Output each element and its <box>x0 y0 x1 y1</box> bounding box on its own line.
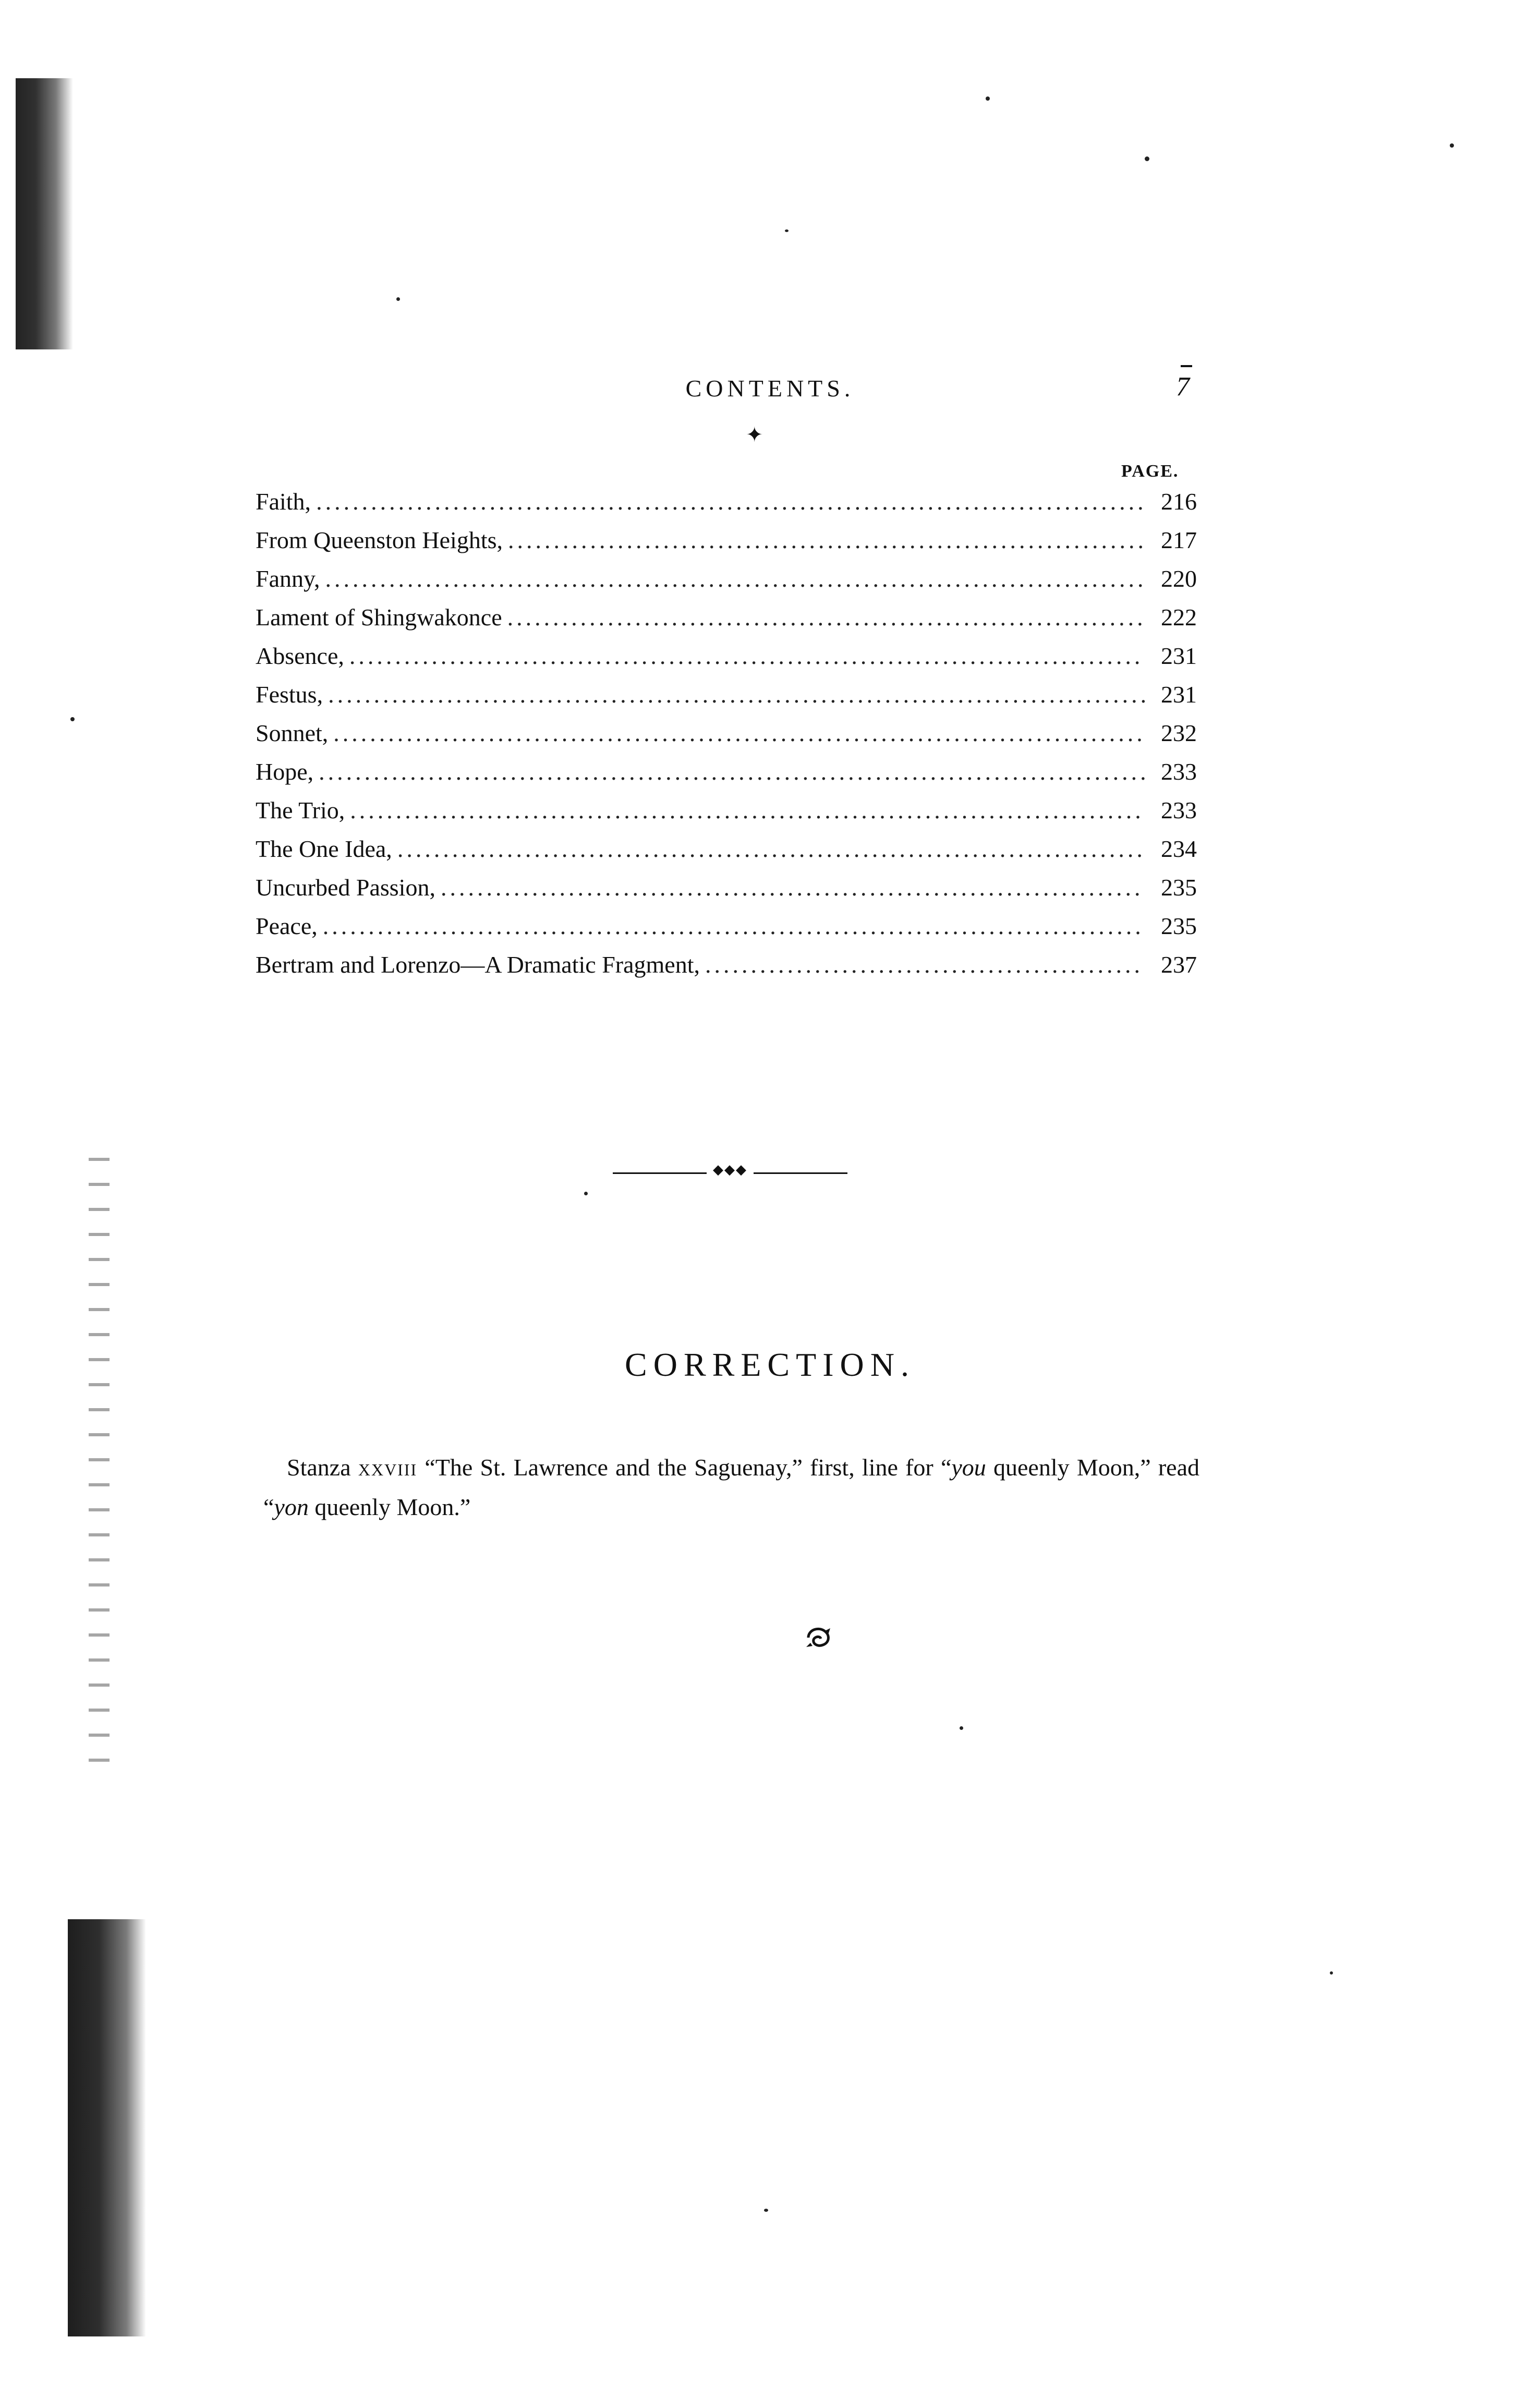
entry-page: 235 <box>1161 874 1197 901</box>
entry-title: Fanny, <box>256 565 320 592</box>
printer-mark: ✦ <box>746 423 763 446</box>
dot-leader <box>508 526 1145 554</box>
dot-leader <box>333 719 1145 747</box>
dot-leader <box>323 912 1145 940</box>
entry-title: Festus, <box>256 681 323 708</box>
scan-speck <box>960 1726 963 1730</box>
contents-entry <box>256 565 1197 603</box>
entry-title: The Trio, <box>256 797 345 823</box>
contents-entry <box>256 874 1197 912</box>
entry-title: From Queenston Heights, <box>256 527 503 553</box>
section-divider <box>613 1162 847 1181</box>
entry-title: Absence, <box>256 643 344 669</box>
running-head: CONTENTS. <box>685 375 855 402</box>
entry-page: 237 <box>1161 951 1197 978</box>
scan-speck <box>396 297 400 301</box>
entry-page: 216 <box>1161 488 1197 515</box>
entry-title: The One Idea, <box>256 835 392 862</box>
entry-title: Hope, <box>256 758 314 785</box>
scan-speck <box>1145 156 1149 161</box>
poem-reference: “The St. Lawrence and the Saguenay,” first, line for “ <box>425 1454 952 1481</box>
page-number: 7 <box>1176 372 1190 402</box>
dot-leader <box>328 681 1145 708</box>
contents-entry <box>256 681 1197 719</box>
contents-entry <box>256 603 1197 642</box>
dot-leader <box>441 874 1145 901</box>
entry-page: 233 <box>1161 758 1197 785</box>
contents-entry <box>256 912 1197 951</box>
entry-page: 217 <box>1161 527 1197 553</box>
entry-title: Uncurbed Passion, <box>256 874 435 901</box>
entry-page: 231 <box>1161 643 1197 669</box>
dot-leader <box>507 603 1145 631</box>
contents-entry <box>256 642 1197 681</box>
entry-page: 235 <box>1161 913 1197 939</box>
contents-entry <box>256 488 1197 526</box>
scan-speck <box>1450 143 1454 148</box>
stanza-number: xxviii <box>358 1454 418 1481</box>
correction-end: queenly Moon.” <box>308 1494 471 1520</box>
dot-leader <box>319 758 1145 785</box>
page-column-label: PAGE. <box>1121 462 1179 481</box>
wrong-word: you <box>951 1454 986 1481</box>
binding-speckle-middle <box>89 1158 110 1784</box>
entry-title: Lament of Shingwakonce <box>256 604 502 631</box>
entry-page: 231 <box>1161 681 1197 708</box>
dot-leader <box>705 951 1145 978</box>
entry-page: 234 <box>1161 835 1197 862</box>
contents-entry <box>256 796 1197 835</box>
contents-entry <box>256 719 1197 758</box>
entry-title: Peace, <box>256 913 318 939</box>
entry-title: Bertram and Lorenzo—A Dramatic Fragment, <box>256 951 700 978</box>
stanza-label: Stanza <box>287 1454 351 1481</box>
scan-speck <box>1330 1971 1333 1975</box>
divider-rule-right <box>754 1172 847 1174</box>
right-word: yon <box>274 1494 309 1520</box>
scan-speck <box>70 717 75 721</box>
binding-shadow-bottom <box>68 1919 146 2336</box>
dot-leader <box>397 835 1145 863</box>
scan-speck <box>764 2209 768 2212</box>
contents-entry <box>256 951 1197 989</box>
contents-list <box>256 488 1197 989</box>
divider-rule-left <box>613 1172 707 1174</box>
entry-page: 222 <box>1161 604 1197 631</box>
contents-entry <box>256 758 1197 796</box>
dot-leader <box>349 642 1145 670</box>
entry-page: 220 <box>1161 565 1197 592</box>
dot-leader <box>350 796 1145 824</box>
correction-middle: queenly Moon,” read “ <box>263 1454 1200 1520</box>
scan-speck <box>785 229 789 232</box>
scan-speck <box>584 1192 588 1195</box>
correction-heading: CORRECTION. <box>625 1346 915 1383</box>
correction-note <box>263 1448 1199 1527</box>
divider-ornament: ◆◆◆ <box>713 1162 747 1177</box>
dot-leader <box>316 488 1145 515</box>
entry-title: Sonnet, <box>256 720 329 746</box>
scan-speck <box>986 96 990 101</box>
contents-entry <box>256 835 1197 874</box>
tailpiece-ornament-icon <box>803 1622 834 1653</box>
entry-page: 232 <box>1161 720 1197 746</box>
entry-page: 233 <box>1161 797 1197 823</box>
folio-mark <box>1181 365 1192 367</box>
entry-title: Faith, <box>256 488 311 515</box>
dot-leader <box>325 565 1145 592</box>
contents-entry <box>256 526 1197 565</box>
binding-shadow-top <box>16 78 73 349</box>
